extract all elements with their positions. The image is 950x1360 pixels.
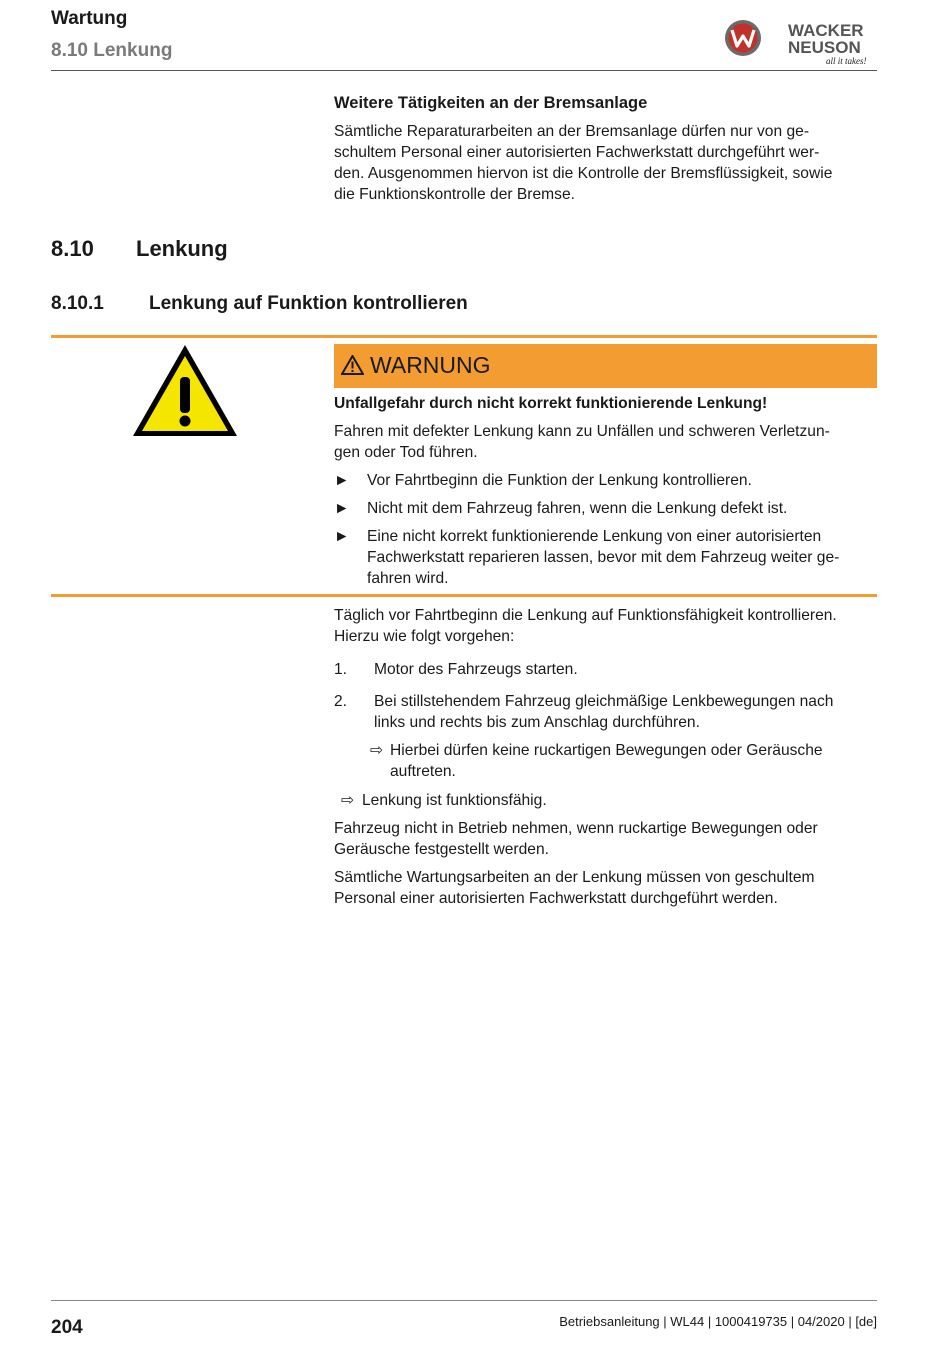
text-line: Geräusche festgestellt werden.	[334, 841, 549, 858]
text-line: Fahren mit defekter Lenkung kann zu Unfällen und schweren Verletzun-	[334, 423, 830, 440]
text-line: auftreten.	[390, 763, 456, 780]
text-line: Sämtliche Reparaturarbeiten an der Bremsanlage dürfen nur von ge-	[334, 123, 810, 140]
text-line: Täglich vor Fahrtbeginn die Lenkung auf Funktionsfähigkeit kontrollieren.	[334, 607, 837, 624]
text-line: Hierbei dürfen keine ruckartigen Bewegungen oder Geräusche	[390, 742, 823, 759]
warning-label: WARNUNG	[370, 352, 491, 378]
logo-emblem-icon	[722, 14, 882, 68]
wacker-neuson-logo	[722, 14, 882, 68]
header-divider	[51, 70, 877, 71]
small-warning-icon	[341, 355, 364, 375]
text-line: Fahrzeug nicht in Betrieb nehmen, wenn ruckartige Bewegungen oder	[334, 820, 818, 837]
page-number: 204	[51, 1317, 83, 1338]
bullet-arrow-icon: ►	[334, 528, 350, 545]
text-line: Personal einer autorisierten Fachwerkstatt durchgeführt werden.	[334, 890, 778, 907]
svg-text:NEUSON: NEUSON	[788, 38, 861, 57]
footer-divider	[51, 1300, 877, 1301]
warning-triangle-icon	[129, 342, 241, 440]
section-heading	[51, 236, 228, 262]
brakes-heading: Weitere Tätigkeiten an der Bremsanlage	[334, 94, 648, 112]
warning-bottom-rule	[51, 594, 877, 597]
text-line: schultem Personal einer autorisierten Fachwerkstatt durchgeführt wer-	[334, 144, 820, 161]
warning-text	[334, 421, 879, 463]
warning-top-rule	[51, 335, 877, 338]
procedure-intro	[334, 605, 879, 647]
bullet-arrow-icon: ►	[334, 472, 350, 489]
step-number: 2.	[334, 693, 348, 710]
subsection-number: 8.10.1	[51, 293, 104, 314]
text-line: Nicht mit dem Fahrzeug fahren, wenn die Lenkung defekt ist.	[367, 500, 788, 517]
text-line: Fachwerkstatt reparieren lassen, bevor mit dem Fahrzeug weiter ge-	[367, 549, 840, 566]
text-line: Vor Fahrtbeginn die Funktion der Lenkung kontrollieren.	[367, 472, 752, 489]
svg-text:all it takes!: all it takes!	[826, 56, 867, 66]
section-heading-title: Lenkung	[136, 236, 228, 261]
text-line: Motor des Fahrzeugs starten.	[374, 661, 578, 678]
text-line: die Funktionskontrolle der Bremse.	[334, 186, 575, 203]
subsection-heading-title: Lenkung auf Funktion kontrollieren	[149, 293, 468, 314]
footer-doc-info: Betriebsanleitung | WL44 | 1000419735 | 04/2020 | [de]	[559, 1314, 877, 1329]
text-line: Bei stillstehendem Fahrzeug gleichmäßige Lenkbewegungen nach	[374, 693, 834, 710]
bullet-arrow-icon: ►	[334, 500, 350, 517]
warning-headline: Unfallgefahr durch nicht korrekt funktionierende Lenkung!	[334, 395, 768, 412]
brakes-paragraph	[334, 121, 879, 205]
text-line: gen oder Tod führen.	[334, 444, 478, 461]
result-arrow-icon: ⇨	[341, 792, 355, 809]
svg-text:WACKER: WACKER	[788, 21, 864, 40]
note-paragraph	[334, 867, 879, 909]
text-line: Sämtliche Wartungsarbeiten an der Lenkung müssen von geschultem	[334, 869, 815, 886]
section-number: 8.10	[51, 236, 94, 261]
section-title: 8.10 Lenkung	[51, 40, 173, 61]
note-paragraph	[334, 818, 879, 860]
result-arrow-icon: ⇨	[370, 742, 384, 759]
step-number: 1.	[334, 661, 348, 678]
text-line: Eine nicht korrekt funktionierende Lenkung von einer autorisierten	[367, 528, 822, 545]
text-line: fahren wird.	[367, 570, 449, 587]
subsection-heading	[51, 293, 468, 315]
text-line: den. Ausgenommen hiervon ist die Kontrolle der Bremsflüssigkeit, sowie	[334, 165, 833, 182]
chapter-title: Wartung	[51, 8, 128, 29]
final-result-text: Lenkung ist funktionsfähig.	[362, 792, 547, 809]
text-line: Hierzu wie folgt vorgehen:	[334, 628, 515, 645]
text-line: links und rechts bis zum Anschlag durchführen.	[374, 714, 700, 731]
